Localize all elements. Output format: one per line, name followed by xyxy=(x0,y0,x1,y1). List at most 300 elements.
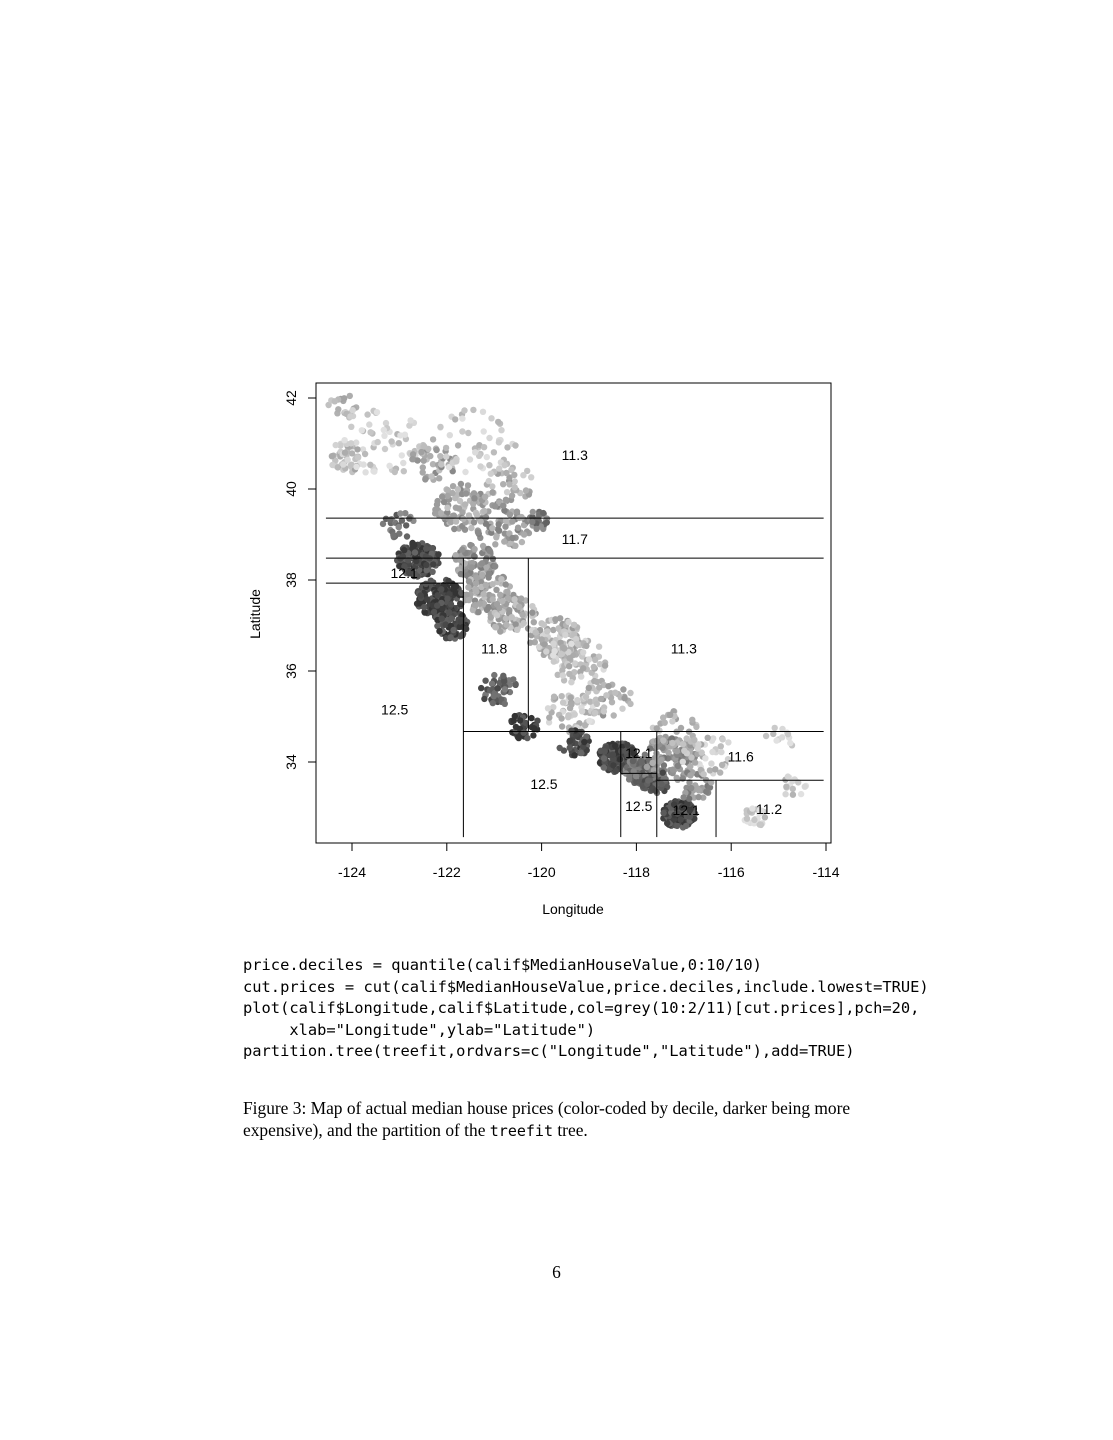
data-point xyxy=(371,468,377,474)
data-point xyxy=(802,784,808,790)
data-point xyxy=(494,685,500,691)
x-tick-label: -114 xyxy=(812,864,840,880)
data-point xyxy=(619,706,625,712)
data-point xyxy=(397,510,403,516)
data-point xyxy=(381,427,387,433)
data-point xyxy=(445,493,451,499)
data-point xyxy=(486,478,492,484)
data-point xyxy=(798,791,804,797)
data-point xyxy=(580,649,586,655)
leaf-label: 12.5 xyxy=(530,775,558,792)
data-point xyxy=(789,778,795,784)
data-point xyxy=(444,596,450,602)
data-point xyxy=(437,424,443,430)
data-point xyxy=(436,475,442,481)
data-point xyxy=(496,439,502,445)
data-point xyxy=(360,461,366,467)
data-point xyxy=(480,409,486,415)
data-point xyxy=(350,407,356,413)
data-point xyxy=(347,393,353,399)
data-point xyxy=(678,725,684,731)
leaf-label: 11.8 xyxy=(481,640,508,657)
data-point xyxy=(421,604,427,610)
data-point xyxy=(749,805,755,811)
data-point xyxy=(720,736,726,742)
data-point xyxy=(592,657,598,663)
data-point xyxy=(470,501,476,507)
data-point xyxy=(602,662,608,668)
data-point xyxy=(558,715,564,721)
data-point xyxy=(665,750,671,756)
data-point xyxy=(354,446,360,452)
data-point xyxy=(543,648,549,654)
data-point xyxy=(433,447,439,453)
x-tick-label: -116 xyxy=(717,864,745,880)
data-point xyxy=(581,739,587,745)
data-point xyxy=(488,471,494,477)
data-point xyxy=(719,762,725,768)
data-point xyxy=(695,745,701,751)
data-point xyxy=(586,685,592,691)
data-point xyxy=(453,518,459,524)
data-point xyxy=(452,416,458,422)
data-point xyxy=(602,748,608,754)
page-number: 6 xyxy=(552,1262,561,1282)
data-point xyxy=(392,469,398,475)
figure-caption xyxy=(243,1097,873,1142)
data-point xyxy=(340,461,346,467)
y-tick-label: 38 xyxy=(283,572,299,588)
data-point xyxy=(562,632,568,638)
data-point xyxy=(507,511,513,517)
data-point xyxy=(438,510,444,516)
data-point xyxy=(448,634,454,640)
data-point xyxy=(533,629,539,635)
data-point xyxy=(481,428,487,434)
data-point xyxy=(468,525,474,531)
data-point xyxy=(568,641,574,647)
data-point xyxy=(397,432,403,438)
data-point xyxy=(520,472,526,478)
data-point xyxy=(411,542,417,548)
data-point xyxy=(518,595,524,601)
data-point xyxy=(438,586,444,592)
data-point xyxy=(347,413,353,419)
caption-text: Figure 3: Map of actual median house prices (color-coded by decile, darker being more expensive), and the partition of the xyxy=(243,1098,851,1140)
data-point xyxy=(567,745,573,751)
data-point xyxy=(486,435,492,441)
data-point xyxy=(473,588,479,594)
data-point xyxy=(422,476,428,482)
data-point xyxy=(654,725,660,731)
data-point xyxy=(744,816,750,822)
data-point xyxy=(515,525,521,531)
data-point xyxy=(605,683,611,689)
data-point xyxy=(480,591,486,597)
data-point xyxy=(473,580,479,586)
data-point xyxy=(493,534,499,540)
x-axis xyxy=(338,843,840,880)
x-tick-label: -120 xyxy=(527,864,556,880)
data-point xyxy=(757,821,763,827)
data-point xyxy=(341,395,347,401)
data-point xyxy=(432,510,438,516)
data-point xyxy=(691,737,697,743)
y-axis xyxy=(283,390,316,770)
data-point xyxy=(437,453,443,459)
data-point xyxy=(477,463,483,469)
data-point xyxy=(579,708,585,714)
data-point xyxy=(500,673,506,679)
data-point xyxy=(501,678,507,684)
code-line: xlab="Longitude",ylab="Latitude") xyxy=(243,1020,596,1039)
data-point xyxy=(478,518,484,524)
data-point xyxy=(375,439,381,445)
data-point xyxy=(475,529,481,535)
data-point xyxy=(529,610,535,616)
data-point xyxy=(670,766,676,772)
data-point xyxy=(459,415,465,421)
data-point xyxy=(566,671,572,677)
data-point xyxy=(574,641,580,647)
data-point xyxy=(474,512,480,518)
data-point xyxy=(511,596,517,602)
data-point xyxy=(551,658,557,664)
data-point xyxy=(455,486,461,492)
data-point xyxy=(518,514,524,520)
data-point xyxy=(653,788,659,794)
data-point xyxy=(427,453,433,459)
data-point xyxy=(779,734,785,740)
data-point xyxy=(705,735,711,741)
data-point xyxy=(505,595,511,601)
y-tick-label: 34 xyxy=(283,754,299,770)
leaf-label: 12.5 xyxy=(381,701,409,718)
data-point xyxy=(512,442,518,448)
data-point xyxy=(674,823,680,829)
code-line: partition.tree(treefit,ordvars=c("Longitude","Latitude"),add=TRUE) xyxy=(243,1042,855,1061)
data-point xyxy=(785,773,791,779)
data-point xyxy=(544,628,550,634)
data-point xyxy=(621,695,627,701)
data-point xyxy=(660,770,666,776)
data-point xyxy=(574,697,580,703)
data-point xyxy=(695,794,701,800)
data-point xyxy=(482,678,488,684)
data-point xyxy=(504,589,510,595)
data-point xyxy=(481,696,487,702)
data-point xyxy=(565,714,571,720)
data-point xyxy=(418,449,424,455)
data-point xyxy=(580,665,586,671)
data-point xyxy=(611,712,617,718)
data-point xyxy=(342,450,348,456)
data-point xyxy=(355,454,361,460)
data-point xyxy=(594,701,600,707)
data-point xyxy=(510,676,516,682)
data-point xyxy=(362,451,368,457)
data-point xyxy=(664,820,670,826)
data-point xyxy=(502,524,508,530)
data-point xyxy=(421,443,427,449)
data-point xyxy=(469,564,475,570)
data-point xyxy=(592,710,598,716)
data-point xyxy=(688,785,694,791)
data-point xyxy=(494,601,500,607)
data-point xyxy=(462,560,468,566)
data-point xyxy=(511,472,517,478)
data-point xyxy=(620,686,626,692)
data-point xyxy=(610,751,616,757)
data-point xyxy=(364,411,370,417)
data-point xyxy=(610,762,616,768)
data-point xyxy=(692,759,698,765)
data-point xyxy=(478,685,484,691)
data-point xyxy=(633,773,639,779)
data-point xyxy=(471,546,477,552)
data-point xyxy=(521,620,527,626)
data-point xyxy=(472,449,478,455)
data-point xyxy=(430,436,436,442)
data-point xyxy=(492,503,498,509)
data-point xyxy=(566,663,572,669)
data-point xyxy=(772,725,778,731)
data-point xyxy=(332,398,338,404)
data-point xyxy=(709,749,715,755)
leaf-label: 12.5 xyxy=(625,798,653,815)
data-point xyxy=(514,509,520,515)
data-point xyxy=(725,739,731,745)
data-point xyxy=(612,743,618,749)
data-point xyxy=(565,619,571,625)
data-point xyxy=(335,406,341,412)
data-point xyxy=(387,517,393,523)
data-point xyxy=(479,560,485,566)
data-point xyxy=(465,430,471,436)
data-point xyxy=(514,627,520,633)
data-point xyxy=(459,546,465,552)
data-point xyxy=(491,693,497,699)
data-point xyxy=(382,446,388,452)
data-point xyxy=(349,450,355,456)
data-point xyxy=(504,489,510,495)
data-point xyxy=(450,627,456,633)
data-point xyxy=(494,612,500,618)
x-tick-label: -124 xyxy=(337,864,367,880)
data-point xyxy=(551,694,557,700)
data-point xyxy=(689,717,695,723)
data-point xyxy=(658,757,664,763)
data-point xyxy=(557,745,563,751)
data-point xyxy=(430,561,436,567)
data-point xyxy=(435,551,441,557)
leaf-label: 12.1 xyxy=(625,744,653,761)
data-point xyxy=(439,494,445,500)
data-point xyxy=(511,718,517,724)
leaf-label: 11.3 xyxy=(670,640,697,657)
data-point xyxy=(400,553,406,559)
data-point xyxy=(444,505,450,511)
data-point xyxy=(531,619,537,625)
data-point xyxy=(503,470,509,476)
data-point xyxy=(367,429,373,435)
data-point xyxy=(571,752,577,758)
data-point xyxy=(448,615,454,621)
data-point xyxy=(418,592,424,598)
data-point xyxy=(496,521,502,527)
data-point xyxy=(489,681,495,687)
data-point xyxy=(424,596,430,602)
data-point xyxy=(459,428,465,434)
data-point xyxy=(438,461,444,467)
data-point xyxy=(660,810,666,816)
data-point xyxy=(443,453,449,459)
data-point xyxy=(407,417,413,423)
data-point xyxy=(687,772,693,778)
data-point xyxy=(521,730,527,736)
data-point xyxy=(707,767,713,773)
leaf-label: 11.7 xyxy=(561,531,588,548)
data-point xyxy=(489,525,495,531)
data-point xyxy=(530,732,536,738)
data-point xyxy=(601,708,607,714)
y-tick-label: 40 xyxy=(283,481,299,497)
leaf-label: 12.1 xyxy=(390,565,418,582)
data-point xyxy=(517,717,523,723)
data-point xyxy=(461,407,467,413)
data-point xyxy=(359,427,365,433)
data-point xyxy=(790,792,796,798)
data-point xyxy=(500,503,506,509)
data-point xyxy=(463,490,469,496)
data-point xyxy=(329,453,335,459)
data-point xyxy=(701,771,707,777)
data-point xyxy=(523,487,529,493)
data-point xyxy=(680,794,686,800)
data-point xyxy=(601,755,607,761)
data-point xyxy=(453,458,459,464)
data-point xyxy=(684,735,690,741)
data-point xyxy=(492,624,498,630)
data-point xyxy=(509,518,515,524)
data-point xyxy=(490,700,496,706)
data-point xyxy=(453,552,459,558)
data-point xyxy=(572,711,578,717)
data-point xyxy=(462,501,468,507)
data-point xyxy=(500,481,506,487)
data-point xyxy=(484,454,490,460)
data-point xyxy=(485,574,491,580)
data-point xyxy=(448,601,454,607)
data-point xyxy=(439,615,445,621)
data-point xyxy=(423,545,429,551)
data-point xyxy=(503,581,509,587)
data-point xyxy=(348,424,354,430)
data-point xyxy=(790,786,796,792)
data-point xyxy=(404,533,410,539)
data-point xyxy=(601,764,607,770)
data-point xyxy=(591,664,597,670)
data-point xyxy=(612,690,618,696)
data-point xyxy=(420,464,426,470)
data-point xyxy=(466,578,472,584)
data-point xyxy=(353,464,359,470)
data-point xyxy=(559,723,565,729)
data-point xyxy=(712,766,718,772)
data-point xyxy=(482,494,488,500)
data-point xyxy=(512,543,518,549)
data-point xyxy=(467,456,473,462)
data-point xyxy=(455,442,461,448)
data-point xyxy=(596,684,602,690)
data-point xyxy=(434,602,440,608)
data-point xyxy=(399,452,405,458)
data-point xyxy=(703,788,709,794)
x-tick-label: -122 xyxy=(432,864,461,880)
data-point xyxy=(466,597,472,603)
leaf-label: 11.2 xyxy=(756,800,783,817)
data-point xyxy=(561,645,567,651)
data-point xyxy=(524,735,530,741)
data-point xyxy=(345,457,351,463)
leaf-label: 11.6 xyxy=(727,748,754,765)
data-point xyxy=(333,442,339,448)
caption-text-end: tree. xyxy=(553,1120,588,1140)
data-point xyxy=(457,600,463,606)
data-point xyxy=(472,602,478,608)
data-point xyxy=(489,489,495,495)
data-point xyxy=(366,421,372,427)
data-point xyxy=(503,518,509,524)
data-point xyxy=(400,460,406,466)
data-point xyxy=(674,748,680,754)
data-point xyxy=(390,532,396,538)
data-point xyxy=(447,432,453,438)
data-point xyxy=(446,609,452,615)
data-point xyxy=(479,572,485,578)
data-point xyxy=(540,510,546,516)
data-point xyxy=(519,539,525,545)
data-point xyxy=(681,748,687,754)
data-point xyxy=(627,701,633,707)
data-point xyxy=(680,775,686,781)
data-point xyxy=(644,764,650,770)
data-point xyxy=(401,468,407,474)
data-point xyxy=(696,787,702,793)
data-point xyxy=(519,612,525,618)
leaf-label: 11.3 xyxy=(561,446,588,463)
data-point xyxy=(473,575,479,581)
data-point xyxy=(586,718,592,724)
data-point xyxy=(367,462,373,468)
data-point xyxy=(509,614,515,620)
data-point xyxy=(489,581,495,587)
data-point xyxy=(443,445,449,451)
code-listing xyxy=(243,955,929,1063)
data-point xyxy=(456,505,462,511)
data-point xyxy=(465,584,471,590)
leaf-label: 12.1 xyxy=(672,801,700,818)
y-tick-label: 36 xyxy=(283,663,299,679)
data-point xyxy=(528,715,534,721)
data-point xyxy=(533,526,539,532)
data-point xyxy=(568,679,574,685)
data-point xyxy=(667,712,673,718)
data-point xyxy=(501,462,507,468)
data-point xyxy=(583,643,589,649)
code-line: cut.prices = cut(calif$MedianHouseValue,price.deciles,include.lowest=TRUE) xyxy=(243,977,929,996)
data-point xyxy=(470,407,476,413)
